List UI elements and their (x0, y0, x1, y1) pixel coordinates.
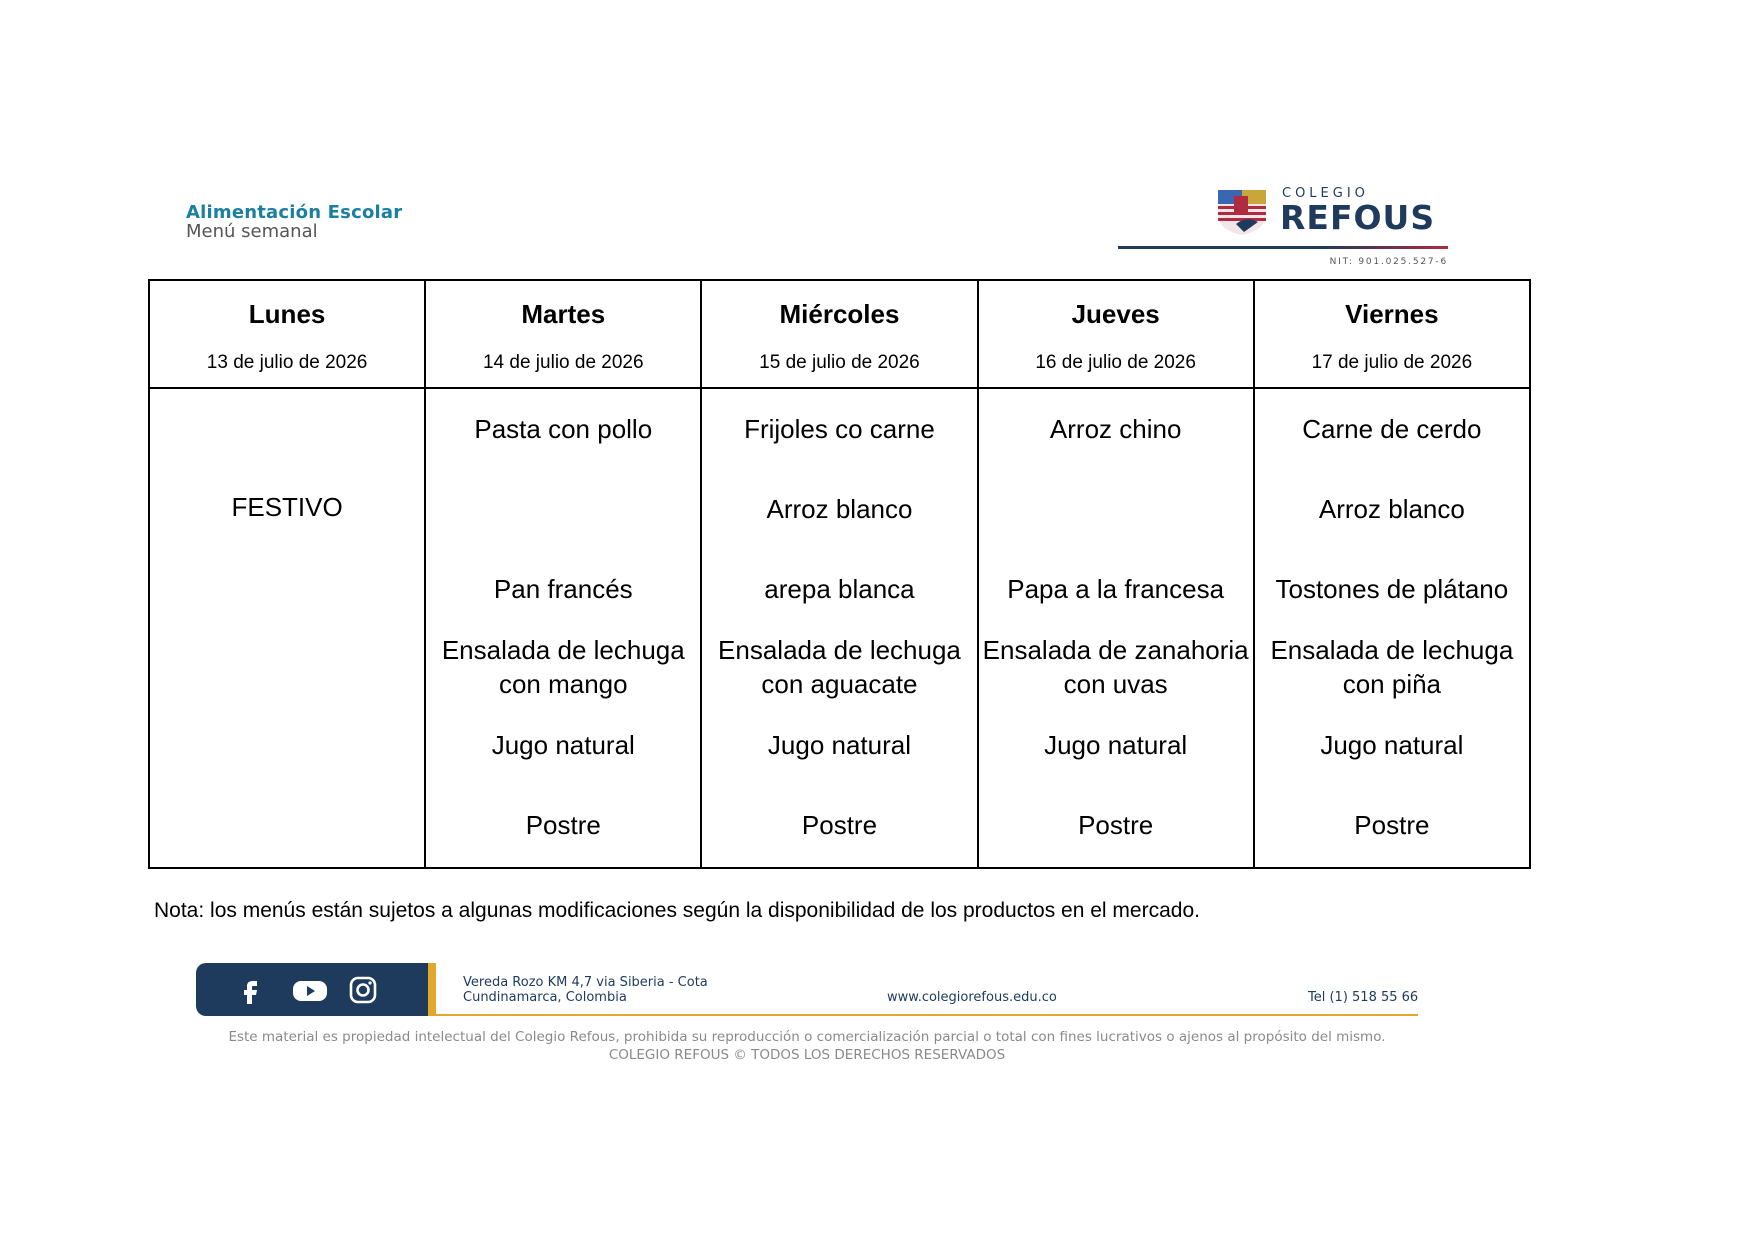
festivo-label: FESTIVO (231, 491, 343, 522)
dish-item: Pan francés (493, 574, 633, 604)
dish-item: Postre (1078, 810, 1154, 840)
logo-nit: NIT: 901.025.527-6 (1329, 257, 1448, 267)
dish-item (979, 469, 1253, 549)
day-header-miercoles (701, 280, 977, 388)
day-name: Miércoles (779, 299, 900, 329)
menu-header-row (149, 280, 1530, 388)
menu-cell-lunes (149, 388, 425, 868)
youtube-icon[interactable] (292, 975, 328, 1005)
legal-line: Este material es propiedad intelectual del Colegio Refous, prohibida su reproducción o comercialización parcial o total con fines lucrativos o ajenos al propósito del mismo. (228, 1029, 1386, 1045)
dish-item: Arroz blanco (766, 494, 913, 524)
menu-body-row (149, 388, 1530, 868)
day-header-lunes (149, 280, 425, 388)
day-header-viernes (1254, 280, 1530, 388)
header-subtitle: Menú semanal (186, 221, 318, 242)
dish-item: Carne de cerdo (1302, 414, 1482, 444)
address-line: Cundinamarca, Colombia (463, 990, 627, 1005)
dish-item: Ensalada de lechuga con mango (441, 635, 685, 699)
school-logo (1118, 184, 1448, 270)
logo-name: REFOUS (1280, 198, 1436, 237)
dish-item: arepa blanca (764, 574, 915, 604)
dish-item: Ensalada de zanahoria con uvas (982, 635, 1249, 699)
menu-cell-jueves (978, 388, 1254, 868)
footer-website-link[interactable]: www.colegiorefous.edu.co (887, 990, 1057, 1005)
footer-address (463, 975, 708, 1005)
dish-item: Postre (801, 810, 878, 840)
footer-accent (428, 963, 436, 1016)
day-date: 13 de julio de 2026 (206, 352, 368, 373)
day-header-jueves (978, 280, 1254, 388)
dish-item: Jugo natural (491, 730, 635, 760)
footer-phone: Tel (1) 518 55 66 (1308, 990, 1419, 1005)
day-date: 15 de julio de 2026 (759, 352, 920, 373)
day-name: Martes (521, 299, 606, 329)
menu-cell-martes (425, 388, 701, 868)
footer-bar (196, 963, 1418, 1016)
dish-item: Jugo natural (1320, 730, 1464, 760)
dish-item: Ensalada de lechuga con aguacate (718, 635, 961, 699)
dish-item: Pasta con pollo (474, 414, 653, 444)
facebook-icon[interactable] (236, 975, 266, 1005)
dish-item (426, 469, 700, 549)
legal-notice (196, 1028, 1418, 1064)
logo-divider (1118, 246, 1448, 249)
menu-cell-viernes (1254, 388, 1530, 868)
dish-item: Jugo natural (1044, 730, 1188, 760)
day-name: Viernes (1345, 299, 1439, 329)
dish-item: Frijoles co carne (744, 414, 935, 444)
day-name: Lunes (248, 299, 326, 329)
address-line: Vereda Rozo KM 4,7 via Siberia - Cota (463, 975, 708, 990)
dish-item: Jugo natural (767, 730, 912, 760)
dish-item: Ensalada de lechuga con piña (1270, 635, 1514, 699)
dish-item: Tostones de plátano (1275, 574, 1509, 604)
header-title: Alimentación Escolar (186, 202, 403, 223)
day-name: Jueves (1071, 299, 1160, 329)
dish-item: Postre (525, 810, 601, 840)
menu-note: Nota: los menús están sujetos a algunas modificaciones según la disponibilidad de los productos en el mercado. (154, 899, 1200, 922)
dish-item: Papa a la francesa (1007, 574, 1225, 604)
document-header (186, 204, 402, 241)
day-date: 17 de julio de 2026 (1311, 352, 1473, 373)
day-header-martes (425, 280, 701, 388)
logo-kicker: COLEGIO (1282, 186, 1369, 201)
day-date: 16 de julio de 2026 (1035, 352, 1196, 373)
shield-icon (1216, 188, 1268, 236)
menu-cell-miercoles (701, 388, 977, 868)
dish-item: Postre (1354, 810, 1430, 840)
dish-item: Arroz chino (1049, 414, 1182, 444)
instagram-icon[interactable] (348, 975, 378, 1005)
weekly-menu-table (148, 279, 1531, 869)
social-links (196, 963, 428, 1016)
dish-item: Arroz blanco (1318, 494, 1465, 524)
footer-underline (436, 1014, 1418, 1016)
day-date: 14 de julio de 2026 (482, 352, 644, 373)
legal-line: COLEGIO REFOUS © TODOS LOS DERECHOS RESERVADOS (608, 1047, 1006, 1063)
